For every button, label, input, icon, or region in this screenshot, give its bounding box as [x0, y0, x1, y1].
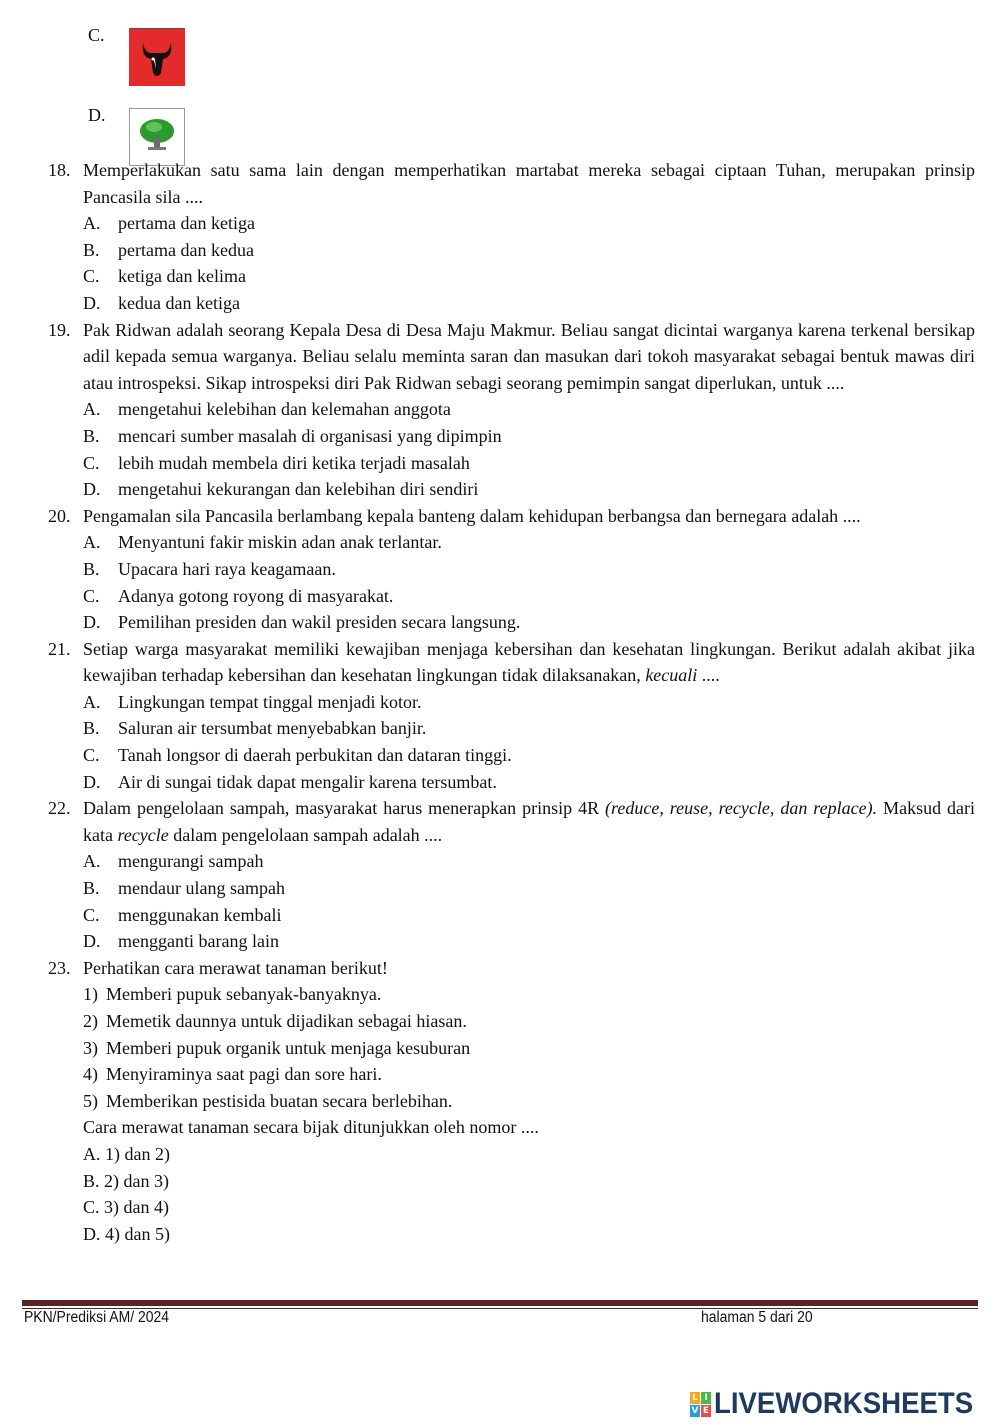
stem-text: Setiap warga masyarakat memiliki kewajiban menjaga kebersihan dan kesehatan lingkungan. Berikut adalah akibat jika kewajiban terhadap kebersihan dan kesehatan lingkungan tidak dilaksanakan,: [83, 638, 975, 686]
stem-text: dalam pengelolaan sampah adalah ....: [168, 824, 443, 845]
option-letter: A.: [83, 691, 101, 712]
item-number: 1): [83, 984, 98, 1005]
option-letter: D.: [83, 612, 101, 633]
footer-rule: [22, 1300, 978, 1306]
answer-option[interactable]: [83, 742, 975, 769]
question-stem: [83, 317, 975, 397]
question-stem: [83, 955, 975, 982]
live-icon-letter: V: [691, 1405, 699, 1416]
stem-text: ....: [697, 665, 720, 686]
question-stem: [83, 795, 975, 848]
stem-text: recycle: [117, 824, 169, 845]
question-number: 20.: [48, 505, 71, 526]
stem-text: Memperlakukan satu sama lain dengan memperhatikan martabat mereka sebagai ciptaan Tuhan, merupakan prinsip Pancasila sila ....: [83, 160, 975, 207]
option-letter: D.: [83, 479, 101, 500]
answer-option[interactable]: [83, 396, 975, 423]
item-number: 3): [83, 1037, 98, 1058]
list-item: [83, 1008, 975, 1035]
answer-option[interactable]: [83, 848, 975, 875]
answer-option[interactable]: A. 1) dan 2): [83, 1143, 170, 1164]
option-text: mencari sumber masalah di organisasi yang dipimpin: [118, 425, 502, 446]
answer-option[interactable]: [83, 290, 975, 317]
list-item: [83, 1061, 975, 1088]
option-text: Air di sungai tidak dapat mengalir karena tersumbat.: [118, 771, 497, 792]
option-letter: D.: [83, 292, 101, 313]
stem-text: Pengamalan sila Pancasila berlambang kepala banteng dalam kehidupan berbangsa dan bernegara adalah ....: [83, 505, 861, 526]
option-letter: C.: [83, 266, 100, 287]
answer-option[interactable]: [83, 450, 975, 477]
live-icon-letter: L: [690, 1392, 700, 1404]
option-letter: A.: [83, 532, 101, 553]
option-text: Saluran air tersumbat menyebabkan banjir.: [118, 718, 427, 739]
question-20: [48, 503, 975, 636]
option-letter: B.: [83, 425, 100, 446]
question-18: [48, 157, 975, 317]
option-letter: A.: [83, 213, 101, 234]
list-item: [83, 981, 975, 1008]
option-letter: C.: [83, 452, 100, 473]
question-number: 23.: [48, 957, 71, 978]
item-text: Memetik daunnya untuk dijadikan sebagai hiasan.: [106, 1011, 467, 1031]
question-22: [48, 795, 975, 955]
live-icon: [690, 1392, 711, 1417]
stem-text: Pak Ridwan adalah seorang Kepala Desa di Desa Maju Makmur. Beliau sangat dicintai warganya karena terkenal bersikap adil kepada semua warganya. Beliau selalu meminta saran dan masukan dari tokoh masyarakat sebagai bentuk mawas diri atau introspeksi. Sikap introspeksi diri Pak Ridwan sebagi seorang pemimpin sangat diperlukan, untuk ....: [83, 319, 975, 393]
answer-option[interactable]: C. 3) dan 4): [83, 1197, 169, 1218]
answer-option[interactable]: [83, 476, 975, 503]
option-text: pertama dan kedua: [118, 239, 254, 260]
item-number: 5): [83, 1090, 98, 1111]
brand-name: LIVEWORKSHEETS: [714, 1387, 974, 1420]
question-prompt: Cara merawat tanaman secara bijak ditunjukkan oleh nomor ....: [83, 1117, 539, 1138]
option-text: mendaur ulang sampah: [118, 878, 285, 899]
answer-option[interactable]: [83, 237, 975, 264]
option-letter: D.: [83, 771, 101, 792]
list-item: [83, 1088, 975, 1115]
question-number: 22.: [48, 798, 71, 819]
option-letter: B.: [83, 878, 100, 899]
item-number: 4): [83, 1064, 98, 1085]
option-letter: B.: [83, 718, 100, 739]
answer-option[interactable]: [83, 689, 975, 716]
option-letter-d: D.: [88, 105, 106, 125]
question-23: [48, 955, 975, 1248]
item-text: Memberi pupuk organik untuk menjaga kesuburan: [106, 1037, 471, 1058]
question-list: [48, 157, 975, 1247]
item-number: 2): [83, 1011, 98, 1031]
question-stem: [83, 503, 975, 530]
option-letter: C.: [83, 904, 100, 925]
item-text: Memberikan pestisida buatan secara berlebihan.: [106, 1090, 453, 1111]
answer-option[interactable]: [83, 210, 975, 237]
banteng-head-icon: [129, 28, 185, 86]
option-text: Lingkungan tempat tinggal menjadi kotor.: [118, 691, 422, 712]
option-text: Adanya gotong royong di masyarakat.: [118, 585, 394, 606]
answer-option[interactable]: [83, 263, 975, 290]
option-letter: B.: [83, 239, 100, 260]
answer-option[interactable]: [83, 715, 975, 742]
option-letter: A.: [83, 851, 101, 872]
option-letter: C.: [83, 585, 100, 606]
option-text: menggunakan kembali: [118, 904, 282, 925]
stem-text: (reduce, reuse, recycle, dan replace).: [605, 798, 878, 819]
option-text: Menyantuni fakir miskin adan anak terlantar.: [118, 532, 442, 553]
answer-option[interactable]: [83, 423, 975, 450]
question-21: [48, 636, 975, 796]
answer-option[interactable]: [83, 609, 975, 636]
option-text: Tanah longsor di daerah perbukitan dan dataran tinggi.: [118, 745, 512, 766]
question-19: [48, 317, 975, 503]
option-text: lebih mudah membela diri ketika terjadi masalah: [118, 452, 470, 473]
footer-left: PKN/Prediksi AM/ 2024: [24, 1309, 169, 1326]
answer-option[interactable]: D. 4) dan 5): [83, 1223, 170, 1244]
option-text: Upacara hari raya keagamaan.: [118, 558, 336, 579]
answer-option[interactable]: [83, 583, 975, 610]
answer-option[interactable]: [83, 556, 975, 583]
option-text: kedua dan ketiga: [118, 292, 240, 313]
question-stem: [83, 636, 975, 689]
footer-page-number: halaman 5 dari 20: [701, 1309, 813, 1326]
item-text: Menyiraminya saat pagi dan sore hari.: [106, 1064, 382, 1085]
option-text: mengganti barang lain: [118, 931, 279, 952]
stem-text: Perhatikan cara merawat tanaman berikut!: [83, 957, 388, 978]
option-text: ketiga dan kelima: [118, 266, 246, 287]
stem-text: Dalam pengelolaan sampah, masyarakat harus menerapkan prinsip 4R: [83, 798, 606, 819]
question-number: 21.: [48, 638, 71, 659]
option-text: Pemilihan presiden dan wakil presiden secara langsung.: [118, 612, 521, 633]
question-number: 19.: [48, 319, 71, 340]
answer-option[interactable]: B. 2) dan 3): [83, 1170, 169, 1191]
answer-option[interactable]: [83, 902, 975, 929]
option-text: pertama dan ketiga: [118, 213, 255, 234]
stem-text: kecuali: [645, 665, 698, 686]
option-letter: A.: [83, 399, 101, 420]
answer-option[interactable]: [83, 928, 975, 955]
option-letter: C.: [83, 745, 100, 766]
option-text: mengurangi sampah: [118, 851, 264, 872]
stem-text: Maksud dari kata: [83, 798, 976, 845]
option-letter: D.: [83, 931, 101, 952]
item-text: Memberi pupuk sebanyak-banyaknya.: [106, 984, 382, 1005]
option-text: mengetahui kekurangan dan kelebihan diri sendiri: [118, 479, 479, 500]
liveworksheets-logo: [690, 1387, 996, 1421]
answer-option[interactable]: [83, 875, 975, 902]
question-stem: [83, 157, 975, 210]
list-item: [83, 1035, 975, 1062]
question-number: 18.: [48, 160, 71, 180]
option-letter-c: C.: [88, 25, 105, 45]
answer-option[interactable]: [83, 529, 975, 556]
option-letter: B.: [83, 558, 100, 579]
option-text: mengetahui kelebihan dan kelemahan anggota: [118, 399, 451, 420]
live-icon-letter: I: [701, 1392, 711, 1404]
answer-option[interactable]: [83, 769, 975, 796]
live-icon-letter: E: [702, 1405, 710, 1416]
